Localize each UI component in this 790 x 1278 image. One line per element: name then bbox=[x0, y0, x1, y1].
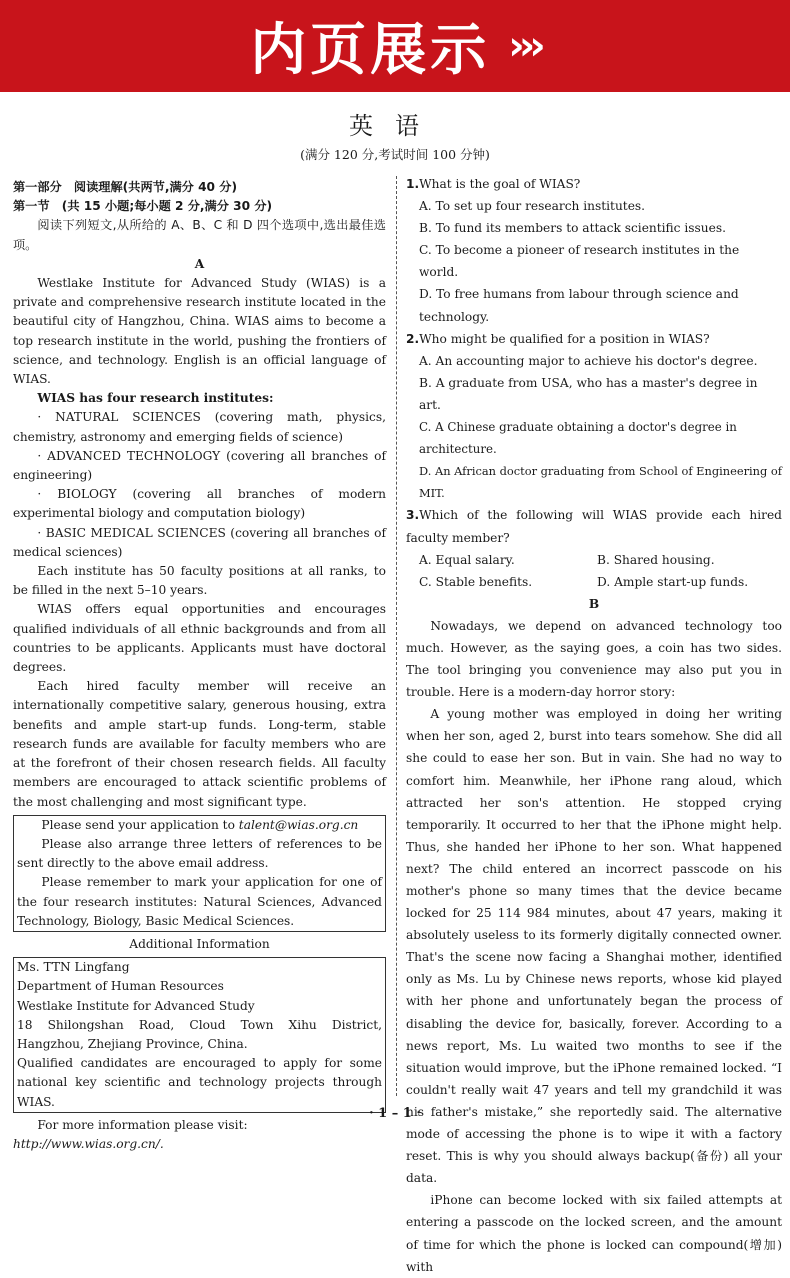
institute-item: · NATURAL SCIENCES (covering math, physics, chemistry, astronomy and emerging fields of science) bbox=[13, 410, 386, 444]
contact-line: Department of Human Resources bbox=[17, 979, 224, 994]
more-info-prefix: For more information please visit: bbox=[37, 1117, 248, 1132]
question-2-stem bbox=[406, 328, 782, 350]
contact-line: Qualified candidates are encouraged to apply for some national key scientific and technology projects through WIAS. bbox=[17, 1056, 382, 1109]
application-box bbox=[13, 815, 386, 932]
application-prefix: Please send your application to bbox=[41, 817, 239, 832]
instruction-text: 阅读下列短文,从所给的 A、B、C 和 D 四个选项中,选出最佳选项。 bbox=[13, 218, 386, 252]
passage-b-label: B bbox=[588, 596, 600, 611]
application-line-3: Please remember to mark your application for one of the four research institutes: Natural Sciences, Advanced Technology, Biology, Basic Medical Sciences. bbox=[17, 875, 382, 928]
subject-title: 英语 bbox=[349, 112, 441, 140]
application-email: talent@wias.org.cn bbox=[238, 817, 359, 832]
contact-line: 18 Shilongshan Road, Cloud Town Xihu District, Hangzhou, Zhejiang Province, China. bbox=[17, 1017, 382, 1051]
options-row bbox=[406, 549, 782, 571]
question-text: Which of the following will WIAS provide each hired faculty member? bbox=[406, 508, 782, 545]
option-a: A. An accounting major to achieve his doctor's degree. bbox=[419, 353, 758, 368]
chevrons-icon: ››› bbox=[508, 23, 540, 69]
question-number: 2. bbox=[406, 331, 420, 346]
question-1-stem bbox=[406, 173, 782, 195]
more-info bbox=[13, 1116, 386, 1154]
institutes-title: WIAS has four research institutes: bbox=[37, 391, 274, 406]
passage-a-para3: WIAS offers equal opportunities and encourages qualified individuals of all ethnic backgrounds and from all countries to be applicants. Applicants must have doctoral degrees. bbox=[13, 602, 386, 675]
passage-a-label: A bbox=[194, 256, 205, 271]
question-number: 3. bbox=[406, 508, 420, 523]
more-info-url: http://www.wias.org.cn/. bbox=[13, 1136, 164, 1151]
passage-a-para1: Westlake Institute for Advanced Study (WIAS) is a private and comprehensive research institute located in the beautiful city of Hangzhou, China. WIAS aims to become a top research institute in the world, pushing the frontiers of science, and technology. English is an official language of WIAS. bbox=[13, 276, 386, 387]
page-number: · 1 – 1 · bbox=[369, 1106, 421, 1121]
question-text: What is the goal of WIAS? bbox=[419, 177, 581, 191]
header-banner bbox=[0, 0, 790, 92]
question-number: 1. bbox=[406, 177, 420, 191]
question-3-stem bbox=[406, 504, 782, 548]
question-text: Who might be qualified for a position in WIAS? bbox=[419, 331, 710, 346]
contact-line: Westlake Institute for Advanced Study bbox=[17, 998, 255, 1013]
contact-line: Ms. TTN Lingfang bbox=[17, 960, 130, 975]
option-a: A. Equal salary. bbox=[419, 552, 515, 567]
option-d: D. An African doctor graduating from School of Engineering of MIT. bbox=[419, 464, 782, 501]
part-heading: 第一部分 阅读理解(共两节,满分 40 分) bbox=[13, 180, 238, 194]
passage-b-para2: A young mother was employed in doing her writing when her son, aged 2, burst into tears somehow. She did all she could to ease her son. But in vain. She had no way to comfort him. Meanwhile, her iPhone rang aloud, which attracted her son's attention. He stopped crying temporarily. It occurred to her that the iPhone might help. Thus, she handed her iPhone to her son. What happened next? The child entered an incorrect passcode on his mother's phone so many times that the device became locked for 25 114 984 minutes, about 47 years, making it absolutely useless to its formerly digitally connected owner. That's the scene now facing a Shanghai mother, identified only as Ms. Lu by Chinese news reports, whose kid played with her phone and unfortunately began the process of disabling the device for, basically, forever. According to a news report, Ms. Lu waited two months to see if the situation would improve, but the iPhone remained locked. “I couldn't really wait 47 years and tell my grandchild it was his father's mistake,” she reportedly said. The alternative mode of accessing the phone is to wipe it with a factory reset. This is why you should always backup(备份) all your data. bbox=[406, 707, 782, 1186]
option-b: B. Shared housing. bbox=[597, 552, 715, 567]
additional-info-title: Additional Information bbox=[129, 936, 270, 951]
passage-a-para4: Each hired faculty member will receive an internationally competitive salary, generous housing, extra benefits and ample start-up funds. Long-term, stable research funds are available for faculty members who are at the forefront of their chosen research fields. All faculty members are encouraged to attack scientific problems of the most challenging and most significant type. bbox=[13, 679, 386, 809]
application-line-2: Please also arrange three letters of references to be sent directly to the above email address. bbox=[17, 836, 382, 871]
option-c: C. Stable benefits. bbox=[419, 574, 533, 589]
option-d: D. Ample start-up funds. bbox=[597, 574, 749, 589]
options-row bbox=[406, 571, 782, 593]
option-c: C. A Chinese graduate obtaining a doctor's degree in architecture. bbox=[419, 420, 737, 457]
column-divider bbox=[396, 176, 397, 1096]
section-heading: 第一节 (共 15 小题;每小题 2 分,满分 30 分) bbox=[13, 199, 273, 214]
passage-b-para1: Nowadays, we depend on advanced technology too much. However, as the saying goes, a coin has two sides. The tool bringing you convenience may also put you in trouble. Here is a modern-day horror story: bbox=[406, 618, 782, 700]
institute-item: · BASIC MEDICAL SCIENCES (covering all branches of medical sciences) bbox=[13, 525, 386, 559]
institute-item: · ADVANCED TECHNOLOGY (covering all branches of engineering) bbox=[13, 448, 386, 483]
left-column bbox=[13, 178, 386, 1154]
passage-a-para2: Each institute has 50 faculty positions at all ranks, to be filled in the next 5–10 years. bbox=[13, 564, 386, 598]
passage-b-para3: iPhone can become locked with six failed attempts at entering a passcode on the locked screen, and the amount of time for which the phone is locked can compound(增加) with bbox=[406, 1193, 782, 1274]
contact-box bbox=[13, 957, 386, 1113]
exam-info: (满分 120 分,考试时间 100 分钟) bbox=[300, 147, 490, 162]
application-line-1 bbox=[17, 816, 382, 835]
option-b: B. A graduate from USA, who has a master's degree in art. bbox=[419, 375, 758, 412]
option-d: D. To free humans from labour through science and technology. bbox=[419, 287, 739, 324]
banner-title: 内页展示 bbox=[250, 18, 491, 83]
option-a: A. To set up four research institutes. bbox=[419, 199, 646, 214]
option-c: C. To become a pioneer of research institutes in the world. bbox=[419, 243, 740, 280]
option-b: B. To fund its members to attack scientific issues. bbox=[419, 221, 726, 236]
institute-item: · BIOLOGY (covering all branches of modern experimental biology and computation biology) bbox=[13, 487, 386, 521]
